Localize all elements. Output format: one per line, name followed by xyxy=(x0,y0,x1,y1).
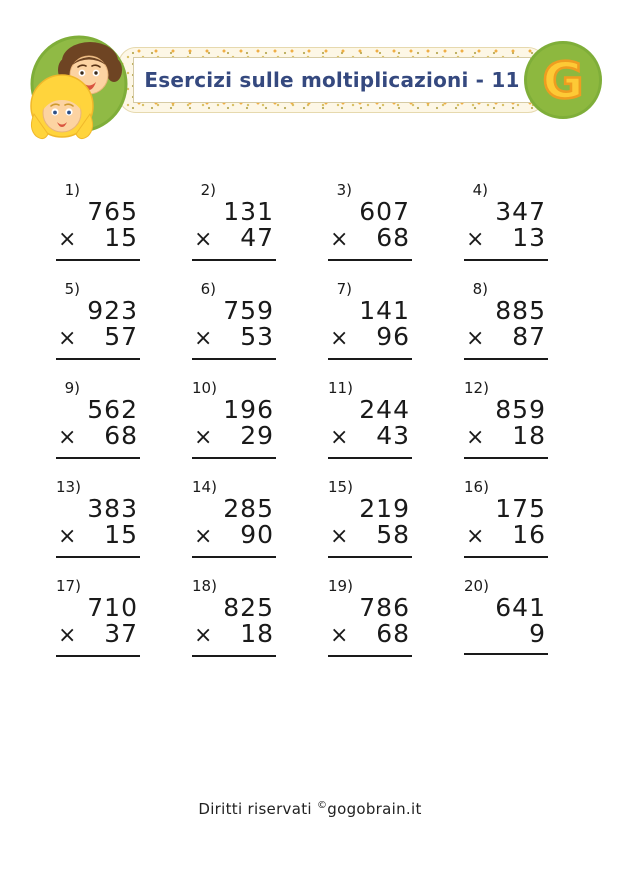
multiplicand: 383 xyxy=(87,494,138,523)
multiplier-row xyxy=(328,324,412,360)
problem-number: 10) xyxy=(192,379,217,397)
multiplicand: 641 xyxy=(495,593,546,622)
problem-8 xyxy=(464,280,548,360)
multiply-sign: × xyxy=(58,326,77,351)
g-letter: G xyxy=(542,52,584,110)
problem-number: 8) xyxy=(472,280,488,298)
multiplicand: 859 xyxy=(495,395,546,424)
multiplier: 37 xyxy=(104,619,138,648)
multiplier-row xyxy=(328,423,412,459)
multiplicand: 710 xyxy=(87,593,138,622)
multiplier: 58 xyxy=(376,520,410,549)
multiplier-row xyxy=(192,324,276,360)
multiplicand: 825 xyxy=(223,593,274,622)
multiplier: 15 xyxy=(104,223,138,252)
multiply-sign: × xyxy=(58,623,77,648)
multiplier: 68 xyxy=(376,619,410,648)
multiplier: 53 xyxy=(240,322,274,351)
problem-19 xyxy=(328,577,412,657)
multiplicand: 765 xyxy=(87,197,138,226)
multiplicand: 196 xyxy=(223,395,274,424)
multiplicand: 885 xyxy=(495,296,546,325)
page-title: Esercizi sulle moltiplicazioni - 11 xyxy=(144,68,520,92)
multiplier-row xyxy=(56,324,140,360)
multiply-sign: × xyxy=(466,227,485,252)
multiplier: 90 xyxy=(240,520,274,549)
multiplier: 16 xyxy=(512,520,546,549)
problem-number: 12) xyxy=(464,379,489,397)
problem-number: 17) xyxy=(56,577,81,595)
problem-5 xyxy=(56,280,140,360)
multiplicand: 285 xyxy=(223,494,274,523)
multiplier-row xyxy=(56,225,140,261)
multiplier-row xyxy=(328,225,412,261)
problem-number: 13) xyxy=(56,478,81,496)
problem-15 xyxy=(328,478,412,558)
multiplier: 87 xyxy=(512,322,546,351)
multiply-sign: × xyxy=(330,623,349,648)
multiplier-row xyxy=(192,522,276,558)
problem-12 xyxy=(464,379,548,459)
problem-3 xyxy=(328,181,412,261)
problem-14 xyxy=(192,478,276,558)
multiply-sign: × xyxy=(330,227,349,252)
multiplicand: 347 xyxy=(495,197,546,226)
multiply-sign: × xyxy=(194,227,213,252)
copyright-symbol: © xyxy=(316,800,328,811)
problem-9 xyxy=(56,379,140,459)
multiply-sign: × xyxy=(466,326,485,351)
problem-number: 2) xyxy=(200,181,216,199)
rights-text: Diritti riservati xyxy=(198,800,312,818)
problem-16 xyxy=(464,478,548,558)
multiplicand: 923 xyxy=(87,296,138,325)
multiplier: 18 xyxy=(512,421,546,450)
multiply-sign: × xyxy=(330,425,349,450)
multiplier-row xyxy=(328,522,412,558)
problem-number: 20) xyxy=(464,577,489,595)
multiplicand: 786 xyxy=(359,593,410,622)
problem-number: 11) xyxy=(328,379,353,397)
multiply-sign: × xyxy=(330,524,349,549)
multiplier: 9 xyxy=(529,619,546,648)
problem-7 xyxy=(328,280,412,360)
multiply-sign: × xyxy=(194,623,213,648)
multiply-sign: × xyxy=(194,326,213,351)
multiply-sign: × xyxy=(466,524,485,549)
worksheet-header xyxy=(0,0,620,152)
multiplier: 18 xyxy=(240,619,274,648)
multiplicand: 607 xyxy=(359,197,410,226)
multiplier-row xyxy=(328,621,412,657)
problem-number: 1) xyxy=(64,181,80,199)
site-name: gogobrain.it xyxy=(327,800,422,818)
problem-1 xyxy=(56,181,140,261)
problem-10 xyxy=(192,379,276,459)
problem-2 xyxy=(192,181,276,261)
multiplicand: 562 xyxy=(87,395,138,424)
multiplicand: 175 xyxy=(495,494,546,523)
problem-13 xyxy=(56,478,140,558)
problem-4 xyxy=(464,181,548,261)
problem-number: 9) xyxy=(64,379,80,397)
problem-number: 15) xyxy=(328,478,353,496)
multiplier: 29 xyxy=(240,421,274,450)
multiplier: 96 xyxy=(376,322,410,351)
title-banner-inner xyxy=(133,57,531,103)
title-banner xyxy=(118,47,546,113)
multiplier: 13 xyxy=(512,223,546,252)
copyright-footer xyxy=(0,800,620,818)
multiplier-row xyxy=(464,522,548,558)
multiplier: 43 xyxy=(376,421,410,450)
multiplier-row xyxy=(56,522,140,558)
multiplier: 15 xyxy=(104,520,138,549)
problem-number: 3) xyxy=(336,181,352,199)
multiplicand: 131 xyxy=(223,197,274,226)
problem-17 xyxy=(56,577,140,657)
multiplicand: 219 xyxy=(359,494,410,523)
problem-number: 5) xyxy=(64,280,80,298)
problem-number: 7) xyxy=(336,280,352,298)
multiply-sign: × xyxy=(58,227,77,252)
multiplier-row xyxy=(56,621,140,657)
multiplier: 68 xyxy=(376,223,410,252)
multiply-sign: × xyxy=(194,425,213,450)
problem-6 xyxy=(192,280,276,360)
multiplier-row xyxy=(464,324,548,360)
multiplier-row xyxy=(464,225,548,261)
multiplicand: 244 xyxy=(359,395,410,424)
multiplier-row xyxy=(56,423,140,459)
multiply-sign: × xyxy=(330,326,349,351)
g-logo-badge xyxy=(524,41,602,119)
multiply-sign: × xyxy=(194,524,213,549)
problem-number: 4) xyxy=(472,181,488,199)
problem-number: 18) xyxy=(192,577,217,595)
multiply-sign: × xyxy=(58,524,77,549)
kids-logo-icon xyxy=(22,32,136,148)
multiplier: 47 xyxy=(240,223,274,252)
problem-number: 16) xyxy=(464,478,489,496)
multiplier-row xyxy=(192,225,276,261)
multiplier-row xyxy=(464,621,548,655)
multiplicand: 759 xyxy=(223,296,274,325)
multiply-sign: × xyxy=(58,425,77,450)
multiplier: 57 xyxy=(104,322,138,351)
problem-number: 19) xyxy=(328,577,353,595)
multiplier-row xyxy=(192,621,276,657)
problem-11 xyxy=(328,379,412,459)
problem-18 xyxy=(192,577,276,657)
problems-grid xyxy=(56,181,604,657)
multiplier: 68 xyxy=(104,421,138,450)
multiplier-row xyxy=(192,423,276,459)
multiplier-row xyxy=(464,423,548,459)
multiplicand: 141 xyxy=(359,296,410,325)
problem-number: 14) xyxy=(192,478,217,496)
problem-number: 6) xyxy=(200,280,216,298)
problem-20 xyxy=(464,577,548,657)
multiply-sign: × xyxy=(466,425,485,450)
